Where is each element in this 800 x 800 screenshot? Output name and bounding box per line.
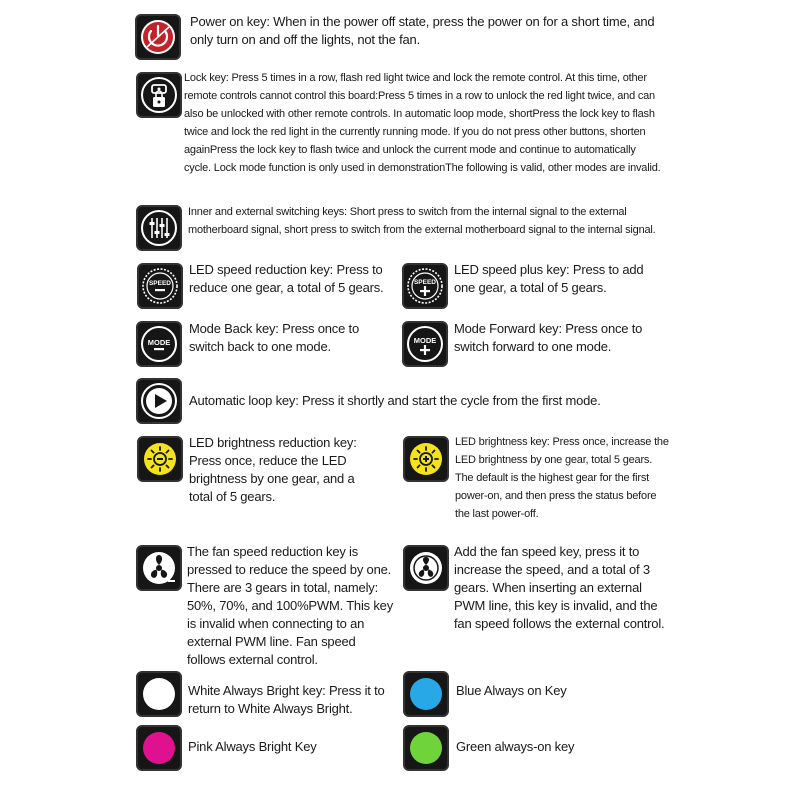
mode-forward-description: Mode Forward key: Press once to switch forward to one mode. <box>454 321 643 354</box>
power-description: Power on key: When in the power off state, press the power on for a short time, and only turn on and off the lights, not the fan. <box>190 14 655 47</box>
auto-loop-description: Automatic loop key: Press it shortly and start the cycle from the first mode. <box>189 393 601 408</box>
switch-description: Inner and external switching keys: Short press to switch from the internal signal to the external motherboard signal, short press to switch from the external motherboard signal to the internal signal. <box>188 206 656 236</box>
fan-minus-icon <box>136 545 182 591</box>
speed-plus-icon <box>402 263 448 309</box>
white-circle-icon <box>136 671 182 717</box>
green-description: Green always-on key <box>456 739 575 754</box>
fan-plus-icon <box>403 545 449 591</box>
brightness-down-description: LED brightness reduction key: Press once, reduce the LED brightness by one gear, and a total of 5 gears. <box>189 435 357 504</box>
green-circle-icon <box>403 725 449 771</box>
brightness-minus-icon <box>137 436 183 482</box>
brightness-up-description: LED brightness key: Press once, increase the LED brightness by one gear, total 5 gears. The default is the highest gear for the first power-on, and then press the status before the last power-off. <box>455 436 669 520</box>
speed-down-description: LED speed reduction key: Press to reduce one gear, a total of 5 gears. <box>189 262 384 295</box>
fan-down-description: The fan speed reduction key is pressed to reduce the speed by one. There are 3 gears in total, namely: 50%, 70%, and 100%PWM. This key is invalid when connecting to an external PWM line. Fan speed follows external control. <box>187 544 393 667</box>
mode-plus-icon <box>402 321 448 367</box>
brightness-plus-icon <box>403 436 449 482</box>
mode-forward-icon-label: MODE <box>413 336 437 345</box>
speed-up-icon-label: SPEED <box>413 279 437 286</box>
pink-circle-icon <box>136 725 182 771</box>
blue-circle-icon <box>403 671 449 717</box>
mode-minus-icon <box>136 321 182 367</box>
white-description: White Always Bright key: Press it to return to White Always Bright. <box>188 683 385 716</box>
speed-minus-icon <box>137 263 183 309</box>
play-icon <box>136 378 182 424</box>
blue-description: Blue Always on Key <box>456 683 567 698</box>
switch-sliders-icon <box>136 205 182 251</box>
pink-description: Pink Always Bright Key <box>188 739 317 754</box>
mode-back-icon-label: MODE <box>147 338 171 347</box>
speed-down-icon-label: SPEED <box>148 280 172 287</box>
speed-up-description: LED speed plus key: Press to add one gear, a total of 5 gears. <box>454 262 644 295</box>
lock-key-icon <box>136 72 182 118</box>
fan-up-description: Add the fan speed key, press it to increase the speed, and a total of 3 gears. When inserting an external PWM line, this key is invalid, and the fan speed follows the external control. <box>454 544 665 631</box>
mode-back-description: Mode Back key: Press once to switch back to one mode. <box>189 321 359 354</box>
lock-description: Lock key: Press 5 times in a row, flash red light twice and lock the remote control. At this time, other remote controls cannot control this board:Press 5 times in a row to unlock the red light twice, and can also be unlocked with other remote controls. In automatic loop mode, shortPress the lock key to flash twice and lock the red light in the currently running mode. If you do not press other buttons, shorten againPress the lock key to flash twice and unlock the current mode and continue to automatically cycle. Lock mode function is only used in demonstrationThe following is valid, other modes are invalid. <box>184 72 661 174</box>
power-key-icon <box>135 14 181 60</box>
